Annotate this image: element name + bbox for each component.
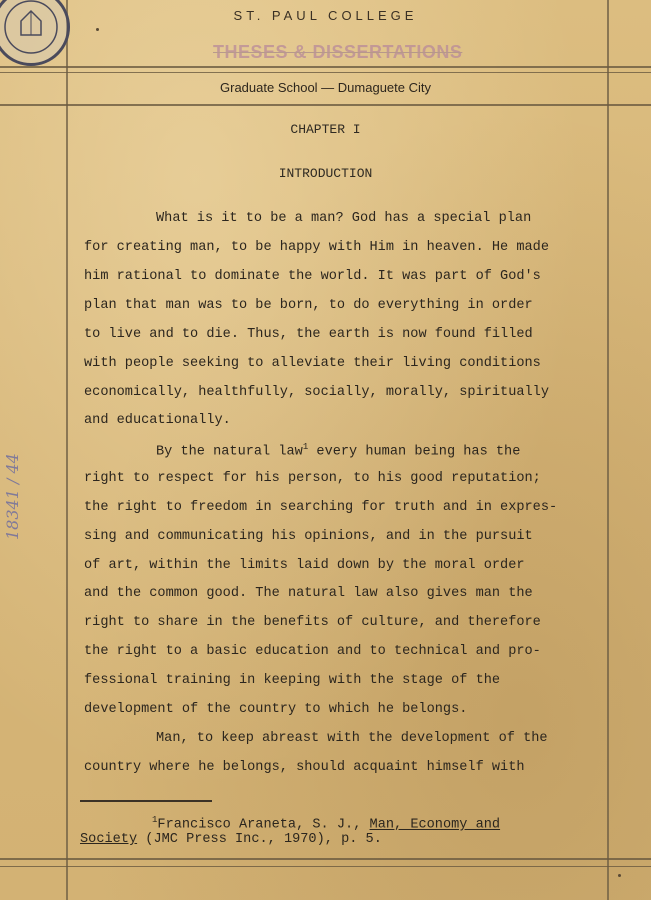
body-line: fessional training in keeping with the stage of the [84,673,501,688]
footnote-title-cont: Society [80,832,138,847]
body-line-rest: every human being has the [316,444,521,460]
footnote-author: Francisco Araneta, S. J., [157,817,362,833]
chapter-number: CHAPTER I [290,122,361,137]
theses-stamp: THESES & DISSERTATIONS [213,42,463,62]
footnote-publication: (JMC Press Inc., 1970), p. 5. [145,832,382,847]
header-rule-mid [0,72,651,73]
body-line: sing and communicating his opinions, and in the pursuit [84,529,533,544]
school-line: Graduate School — Dumaguete City [220,80,431,95]
natural-law-phrase: By the natural law [156,444,303,460]
body-line: Man, to keep abreast with the development of the [156,731,548,746]
body-line: development of the country to which he belongs. [84,702,468,717]
footnote-line-2 [80,832,382,847]
body-line: of art, within the limits laid down by the moral order [84,558,525,573]
body-line: to live and to die. Thus, the earth is now found filled [84,327,533,342]
footnote-number: 1 [152,815,158,825]
body-line: right to share in the benefits of culture, and therefore [84,615,541,630]
body-line: with people seeking to alleviate their living conditions [84,356,541,371]
paper-speck [618,874,621,877]
body-line: right to respect for his person, to his good reputation; [84,471,541,486]
header-rule-bottom [0,104,651,106]
footnote-marker: 1 [302,442,309,452]
footnote-title: Man, Economy and [369,817,501,833]
body-line: What is it to be a man? God has a special plan [156,211,532,226]
body-line: economically, healthfully, socially, morally, spiritually [84,385,549,400]
handwritten-call-number: 18341 / 44 [3,453,22,540]
paper-speck [96,28,99,31]
footnote-line-1 [152,815,500,833]
body-line: country where he belongs, should acquaint himself with [84,760,525,775]
footer-rule-top [0,858,651,860]
body-line: and the common good. The natural law also gives man the [84,586,533,601]
footnote-rule [80,800,212,802]
body-line: him rational to dominate the world. It was part of God's [84,269,541,284]
body-line-with-footnote [156,442,520,460]
footer-rule-bottom [0,866,651,867]
body-line: for creating man, to be happy with Him in heaven. He made [84,240,549,255]
body-line: the right to a basic education and to technical and pro- [84,644,541,659]
chapter-title: INTRODUCTION [278,166,373,181]
college-name: ST. PAUL COLLEGE [233,8,418,23]
body-line: and educationally. [84,413,231,428]
body-line: the right to freedom in searching for truth and in expres- [84,500,558,515]
body-line: plan that man was to be born, to do everything in order [84,298,533,313]
header-rule-top [0,66,651,68]
